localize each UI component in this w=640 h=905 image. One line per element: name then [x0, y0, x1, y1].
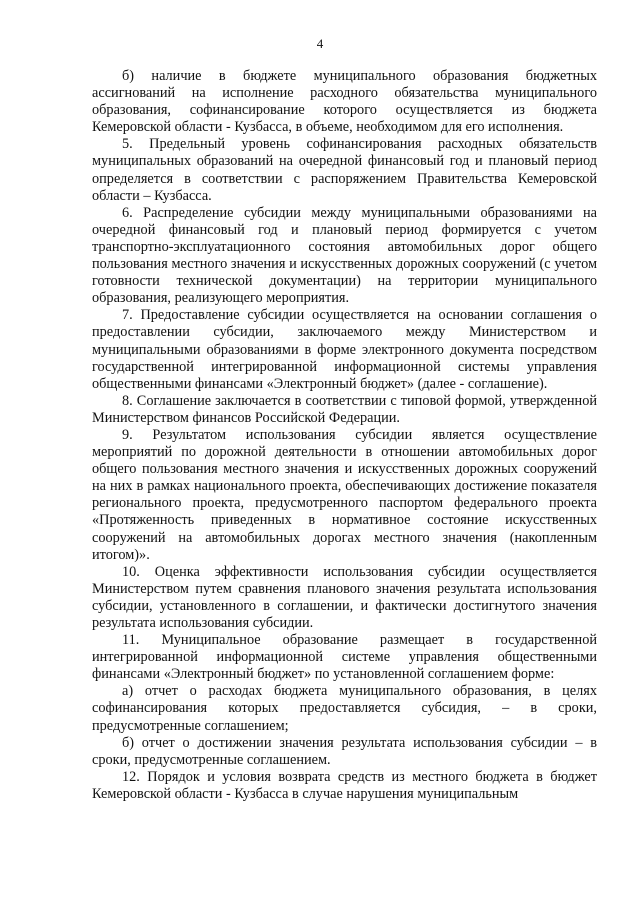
paragraph-5: 5. Предельный уровень софинансирования расходных обязательств муниципальных образований на очередной финансовый год и плановый период определяется в соответствии с распоряжением Правительства Кемеровской области – Кузбасса. [92, 136, 597, 204]
document-body [92, 68, 597, 803]
paragraph-8: 8. Соглашение заключается в соответствии с типовой формой, утвержденной Министерством финансов Российской Федерации. [92, 392, 597, 426]
paragraph-7: 7. Предоставление субсидии осуществляется на основании соглашения о предоставлении субсидии, заключаемого между Министерством и муниципальными образованиями в форме электронного документа посредством государственной интегрированной информационной системы управления общественными финансами «Электронный бюджет» (далее - соглашение). [92, 307, 597, 392]
paragraph-b-budget: б) наличие в бюджете муниципального образования бюджетных ассигнований на исполнение расходного обязательства муниципального образования, софинансирование которого осуществляется из бюджета Кемеровской области - Кузбасса, в объеме, необходимом для его исполнения. [92, 68, 597, 136]
page-number: 4 [316, 36, 324, 51]
paragraph-11: 11. Муниципальное образование размещает в государственной интегрированной информационной системе управления общественными финансами «Электронный бюджет» по установленной соглашением форме: [92, 632, 597, 683]
paragraph-11-b: б) отчет о достижении значения результата использования субсидии – в сроки, предусмотренные соглашением. [92, 734, 597, 768]
paragraph-11-a: а) отчет о расходах бюджета муниципального образования, в целях софинансирования которых предоставляется субсидия, – в сроки, предусмотренные соглашением; [92, 683, 597, 734]
paragraph-10: 10. Оценка эффективности использования субсидии осуществляется Министерством путем сравнения планового значения результата использования субсидии, установленного в соглашении, и фактически достигнутого значения результата использования субсидии. [92, 563, 597, 631]
paragraph-6: 6. Распределение субсидии между муниципальными образованиями на очередной финансовый год и плановый период формируется с учетом транспортно-эксплуатационного состояния автомобильных дорог общего пользования местного значения и искусственных дорожных сооружений (с учетом готовности технической документации) на территории муниципального образования, реализующего мероприятия. [92, 204, 597, 307]
paragraph-12: 12. Порядок и условия возврата средств из местного бюджета в бюджет Кемеровской области - Кузбасса в случае нарушения муниципальным [92, 768, 597, 802]
paragraph-9: 9. Результатом использования субсидии является осуществление мероприятий по дорожной деятельности в отношении автомобильных дорог общего пользования местного значения и искусственных дорожных сооружений на них в рамках национального проекта, обеспечивающих достижение показателя регионального проекта, предусмотренного паспортом федерального проекта «Протяженность приведенных в нормативное состояние искусственных сооружений на автомобильных дорогах местного значения (накопленным итогом)». [92, 426, 597, 563]
